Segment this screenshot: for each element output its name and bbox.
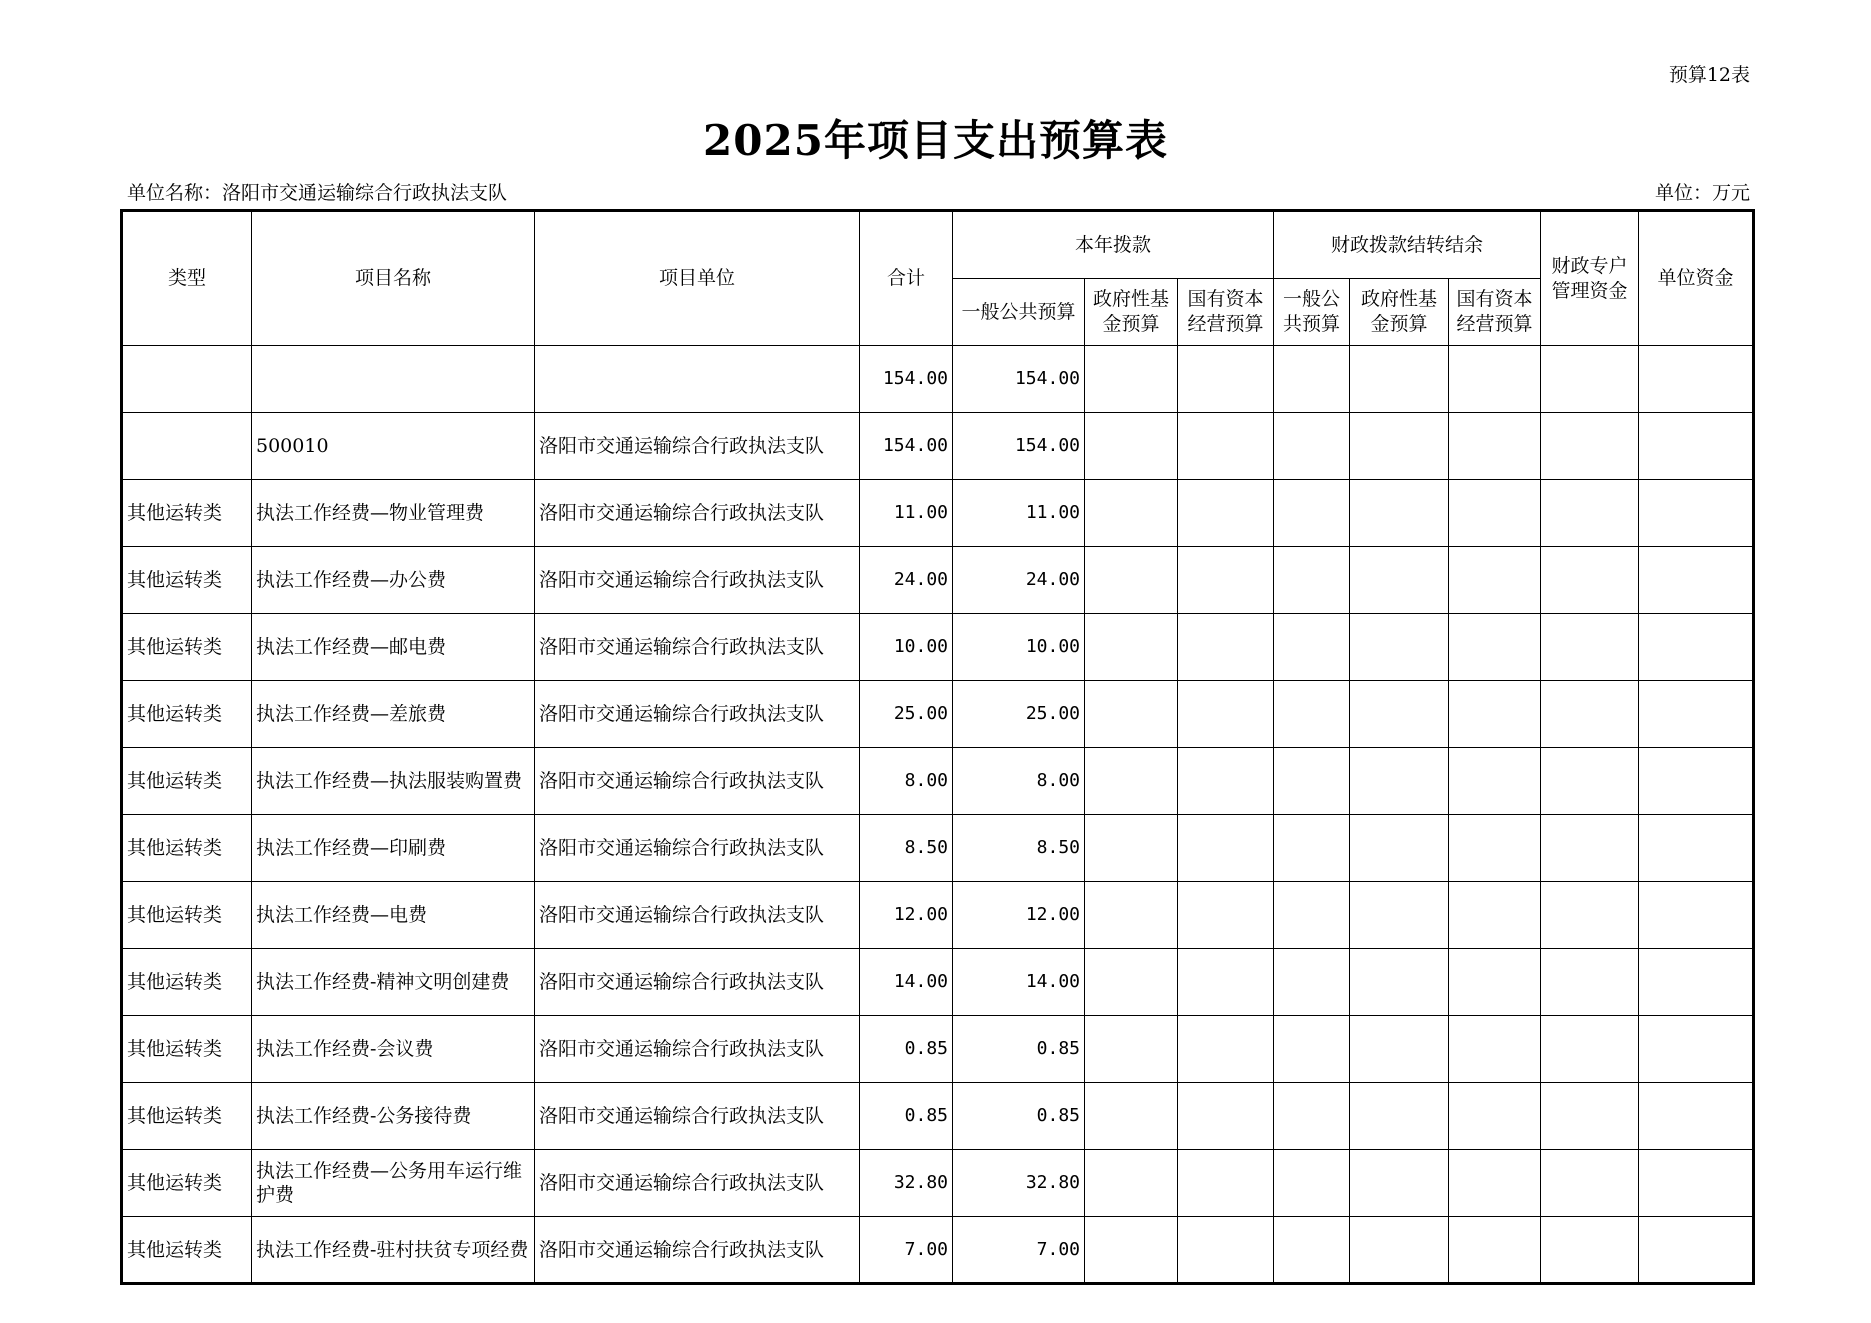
cell-special-account [1541,681,1639,748]
cell-carry-state-capital [1449,413,1541,480]
cell-type: 其他运转类 [122,882,252,949]
table-row [122,949,1754,1016]
cell-type: 其他运转类 [122,614,252,681]
cell-unit-funds [1639,882,1754,949]
cell-special-account [1541,1016,1639,1083]
cell-state-capital [1178,1217,1274,1284]
cell-total: 10.00 [860,614,953,681]
cell-state-capital [1178,1083,1274,1150]
cell-state-capital [1178,681,1274,748]
cell-project-unit: 洛阳市交通运输综合行政执法支队 [535,1150,860,1217]
cell-total: 25.00 [860,681,953,748]
cell-general-budget: 12.00 [953,882,1085,949]
cell-project-unit: 洛阳市交通运输综合行政执法支队 [535,480,860,547]
cell-unit-funds [1639,815,1754,882]
cell-type: 其他运转类 [122,480,252,547]
cell-project-unit: 洛阳市交通运输综合行政执法支队 [535,681,860,748]
cell-state-capital [1178,1016,1274,1083]
cell-project-unit: 洛阳市交通运输综合行政执法支队 [535,547,860,614]
cell-general-budget: 7.00 [953,1217,1085,1284]
unit-name: 单位名称：洛阳市交通运输综合行政执法支队 [127,182,508,204]
cell-unit-funds [1639,614,1754,681]
cell-special-account [1541,614,1639,681]
cell-unit-funds [1639,547,1754,614]
cell-gov-fund [1085,1150,1178,1217]
header-total: 合计 [860,211,953,346]
cell-project-unit: 洛阳市交通运输综合行政执法支队 [535,815,860,882]
cell-state-capital [1178,346,1274,413]
cell-carry-gov-fund [1350,882,1449,949]
cell-general-budget: 10.00 [953,614,1085,681]
cell-total: 32.80 [860,1150,953,1217]
cell-carry-general [1274,1016,1350,1083]
cell-gov-fund [1085,1083,1178,1150]
cell-unit-funds [1639,1217,1754,1284]
table-body [122,346,1754,1284]
cell-total: 14.00 [860,949,953,1016]
header-project-unit: 项目单位 [535,211,860,346]
cell-type: 其他运转类 [122,1016,252,1083]
cell-carry-state-capital [1449,1150,1541,1217]
header-carry-general: 一般公共预算 [1274,279,1350,346]
cell-special-account [1541,949,1639,1016]
cell-total: 12.00 [860,882,953,949]
cell-carry-general [1274,1150,1350,1217]
form-number: 预算12表 [1668,64,1750,86]
cell-gov-fund [1085,815,1178,882]
cell-project-unit: 洛阳市交通运输综合行政执法支队 [535,614,860,681]
cell-state-capital [1178,614,1274,681]
cell-gov-fund [1085,413,1178,480]
header-special-account: 财政专户管理资金 [1541,211,1639,346]
cell-gov-fund [1085,346,1178,413]
cell-general-budget: 14.00 [953,949,1085,1016]
table-row [122,614,1754,681]
cell-carry-state-capital [1449,815,1541,882]
cell-type: 其他运转类 [122,681,252,748]
cell-carry-state-capital [1449,547,1541,614]
cell-general-budget: 154.00 [953,413,1085,480]
cell-carry-state-capital [1449,949,1541,1016]
cell-unit-funds [1639,681,1754,748]
cell-carry-state-capital [1449,748,1541,815]
cell-type: 其他运转类 [122,949,252,1016]
cell-special-account [1541,547,1639,614]
cell-gov-fund [1085,949,1178,1016]
cell-project-name: 执法工作经费—公务用车运行维护费 [252,1150,535,1217]
cell-general-budget: 32.80 [953,1150,1085,1217]
cell-project-name: 执法工作经费-公务接待费 [252,1083,535,1150]
cell-carry-general [1274,748,1350,815]
cell-state-capital [1178,413,1274,480]
cell-type [122,413,252,480]
cell-gov-fund [1085,882,1178,949]
cell-project-unit: 洛阳市交通运输综合行政执法支队 [535,949,860,1016]
cell-project-name: 执法工作经费-驻村扶贫专项经费 [252,1217,535,1284]
header-type: 类型 [122,211,252,346]
cell-type: 其他运转类 [122,1217,252,1284]
table-row [122,815,1754,882]
cell-project-unit: 洛阳市交通运输综合行政执法支队 [535,1217,860,1284]
cell-gov-fund [1085,614,1178,681]
cell-state-capital [1178,480,1274,547]
header-carry-state-capital: 国有资本经营预算 [1449,279,1541,346]
cell-project-name: 执法工作经费—印刷费 [252,815,535,882]
cell-carry-gov-fund [1350,614,1449,681]
cell-carry-general [1274,480,1350,547]
header-unit-funds: 单位资金 [1639,211,1754,346]
cell-total: 11.00 [860,480,953,547]
cell-carry-general [1274,1083,1350,1150]
cell-carry-state-capital [1449,681,1541,748]
cell-state-capital [1178,882,1274,949]
cell-carry-gov-fund [1350,346,1449,413]
cell-general-budget: 8.50 [953,815,1085,882]
cell-project-name: 执法工作经费—物业管理费 [252,480,535,547]
cell-project-name: 执法工作经费—执法服装购置费 [252,748,535,815]
cell-state-capital [1178,748,1274,815]
cell-carry-gov-fund [1350,1016,1449,1083]
table-row [122,547,1754,614]
cell-type: 其他运转类 [122,748,252,815]
cell-unit-funds [1639,1083,1754,1150]
cell-state-capital [1178,815,1274,882]
cell-gov-fund [1085,681,1178,748]
cell-type: 其他运转类 [122,815,252,882]
cell-special-account [1541,1083,1639,1150]
cell-special-account [1541,346,1639,413]
cell-special-account [1541,1150,1639,1217]
cell-project-name: 执法工作经费—差旅费 [252,681,535,748]
cell-special-account [1541,413,1639,480]
cell-special-account [1541,815,1639,882]
header-carryover: 财政拨款结转结余 [1274,211,1541,279]
table-row [122,413,1754,480]
cell-carry-gov-fund [1350,1150,1449,1217]
cell-project-unit: 洛阳市交通运输综合行政执法支队 [535,1083,860,1150]
cell-project-unit: 洛阳市交通运输综合行政执法支队 [535,882,860,949]
cell-type: 其他运转类 [122,1150,252,1217]
cell-project-unit: 洛阳市交通运输综合行政执法支队 [535,748,860,815]
cell-total: 8.00 [860,748,953,815]
budget-table [120,209,1755,1285]
cell-project-name: 执法工作经费—电费 [252,882,535,949]
cell-carry-state-capital [1449,614,1541,681]
cell-project-name: 500010 [252,413,535,480]
table-row [122,748,1754,815]
cell-unit-funds [1639,413,1754,480]
cell-type [122,346,252,413]
cell-type: 其他运转类 [122,1083,252,1150]
cell-carry-gov-fund [1350,1217,1449,1284]
cell-gov-fund [1085,480,1178,547]
cell-total: 7.00 [860,1217,953,1284]
cell-general-budget: 11.00 [953,480,1085,547]
cell-carry-gov-fund [1350,547,1449,614]
cell-unit-funds [1639,1016,1754,1083]
table-row [122,1083,1754,1150]
cell-total: 0.85 [860,1083,953,1150]
cell-carry-general [1274,413,1350,480]
cell-carry-state-capital [1449,1016,1541,1083]
cell-gov-fund [1085,547,1178,614]
cell-carry-state-capital [1449,1217,1541,1284]
table-row [122,346,1754,413]
table-row [122,1217,1754,1284]
cell-project-name [252,346,535,413]
cell-carry-gov-fund [1350,748,1449,815]
cell-carry-general [1274,681,1350,748]
cell-general-budget: 0.85 [953,1016,1085,1083]
cell-project-name: 执法工作经费-会议费 [252,1016,535,1083]
cell-total: 154.00 [860,346,953,413]
table-row [122,480,1754,547]
cell-unit-funds [1639,748,1754,815]
cell-carry-state-capital [1449,480,1541,547]
cell-general-budget: 0.85 [953,1083,1085,1150]
cell-state-capital [1178,1150,1274,1217]
cell-total: 24.00 [860,547,953,614]
cell-project-name: 执法工作经费—办公费 [252,547,535,614]
table-row [122,1016,1754,1083]
cell-gov-fund [1085,1016,1178,1083]
cell-carry-gov-fund [1350,480,1449,547]
cell-general-budget: 154.00 [953,346,1085,413]
cell-special-account [1541,748,1639,815]
currency-unit: 单位：万元 [1654,182,1750,204]
page-title: 2025年项目支出预算表 [703,116,1168,165]
cell-carry-gov-fund [1350,681,1449,748]
cell-carry-gov-fund [1350,413,1449,480]
cell-carry-gov-fund [1350,1083,1449,1150]
cell-total: 154.00 [860,413,953,480]
cell-general-budget: 25.00 [953,681,1085,748]
cell-state-capital [1178,949,1274,1016]
cell-carry-general [1274,346,1350,413]
cell-unit-funds [1639,480,1754,547]
header-carry-gov-fund: 政府性基金预算 [1350,279,1449,346]
header-state-capital: 国有资本经营预算 [1178,279,1274,346]
cell-carry-general [1274,949,1350,1016]
cell-general-budget: 8.00 [953,748,1085,815]
table-row [122,882,1754,949]
cell-unit-funds [1639,949,1754,1016]
table-row [122,681,1754,748]
cell-carry-state-capital [1449,1083,1541,1150]
cell-state-capital [1178,547,1274,614]
cell-carry-general [1274,1217,1350,1284]
cell-project-name: 执法工作经费—邮电费 [252,614,535,681]
cell-type: 其他运转类 [122,547,252,614]
cell-carry-general [1274,815,1350,882]
cell-project-unit: 洛阳市交通运输综合行政执法支队 [535,1016,860,1083]
cell-carry-general [1274,614,1350,681]
header-project-name: 项目名称 [252,211,535,346]
cell-special-account [1541,1217,1639,1284]
cell-carry-state-capital [1449,346,1541,413]
cell-unit-funds [1639,1150,1754,1217]
cell-carry-gov-fund [1350,815,1449,882]
cell-total: 8.50 [860,815,953,882]
header-current-year: 本年拨款 [953,211,1274,279]
cell-gov-fund [1085,1217,1178,1284]
header-general-budget: 一般公共预算 [953,279,1085,346]
cell-carry-gov-fund [1350,949,1449,1016]
cell-carry-general [1274,882,1350,949]
cell-general-budget: 24.00 [953,547,1085,614]
cell-total: 0.85 [860,1016,953,1083]
cell-carry-state-capital [1449,882,1541,949]
cell-project-unit: 洛阳市交通运输综合行政执法支队 [535,413,860,480]
cell-gov-fund [1085,748,1178,815]
cell-project-unit [535,346,860,413]
cell-special-account [1541,480,1639,547]
cell-project-name: 执法工作经费-精神文明创建费 [252,949,535,1016]
table-row [122,1150,1754,1217]
cell-carry-general [1274,547,1350,614]
header-gov-fund: 政府性基金预算 [1085,279,1178,346]
cell-unit-funds [1639,346,1754,413]
cell-special-account [1541,882,1639,949]
